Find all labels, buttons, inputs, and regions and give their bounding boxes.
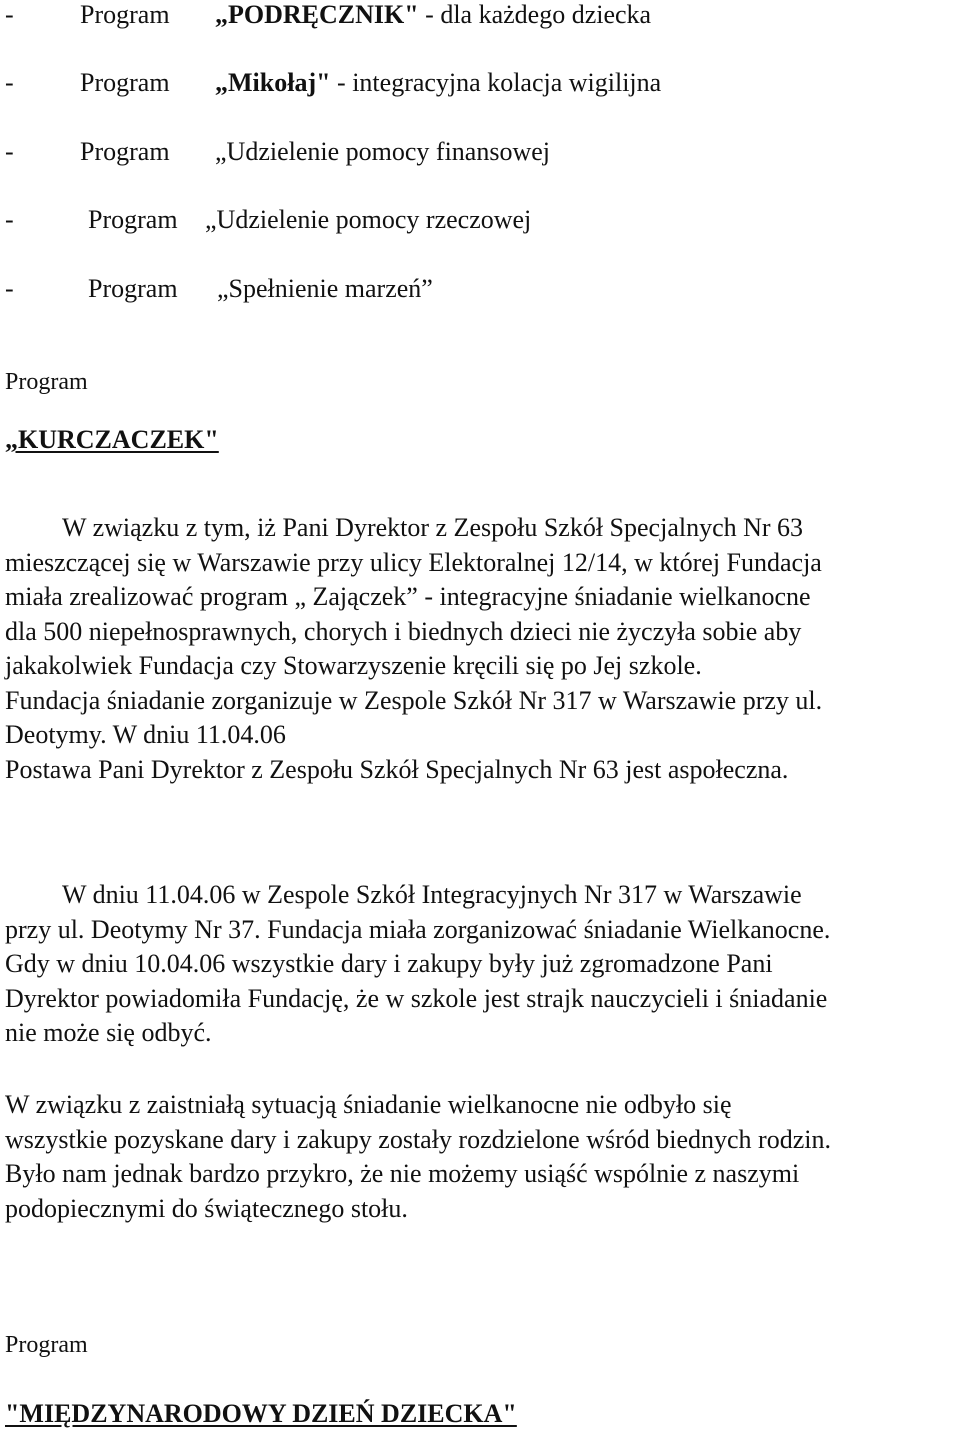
- text-line: mieszczącej się w Warszawie przy ulicy Elektoralnej 12/14, w której Fundacja: [5, 547, 822, 577]
- program-label: Program: [88, 205, 178, 234]
- section-label: Program: [5, 1332, 88, 1358]
- program-title: „PODRĘCZNIK": [215, 0, 419, 29]
- text-line: Dyrektor powiadomiła Fundację, że w szkole jest strajk nauczycieli i śniadanie: [5, 983, 828, 1013]
- program-list-item: [5, 68, 662, 98]
- program-label: Program: [80, 0, 170, 29]
- text-line: Było nam jednak bardzo przykro, że nie możemy usiąść wspólnie z naszymi: [5, 1159, 800, 1188]
- program-label: Program: [88, 274, 178, 303]
- text-line: Deotymy. W dniu 11.04.06: [5, 720, 286, 749]
- program-list-item: [5, 137, 550, 167]
- program-label: Program: [80, 137, 170, 166]
- program-label: Program: [80, 68, 170, 97]
- program-list-item: [5, 205, 532, 235]
- text-line: Gdy w dniu 10.04.06 wszystkie dary i zakupy były już zgromadzone Pani: [5, 949, 773, 978]
- section-title: „KURCZACZEK": [5, 425, 219, 454]
- text-line: podopiecznymi do świątecznego stołu.: [5, 1193, 408, 1223]
- program-title: „Mikołaj": [215, 68, 331, 97]
- list-dash: -: [5, 205, 14, 234]
- program-subtitle: - integracyjna kolacja wigilijna: [330, 68, 662, 97]
- text-line: W związku z zaistniałą sytuacją śniadanie wielkanocne nie odbyło się: [5, 1090, 732, 1119]
- section-title: "MIĘDZYNARODOWY DZIEŃ DZIECKA": [5, 1399, 517, 1428]
- text-line: miała zrealizować program „ Zajączek” - integracyjne śniadanie wielkanocne: [5, 582, 811, 611]
- list-dash: -: [5, 68, 14, 97]
- list-dash: -: [5, 137, 14, 166]
- list-dash: -: [5, 274, 14, 303]
- program-list-item: [5, 274, 433, 304]
- text-line: Fundacja śniadanie zorganizuje w Zespole Szkół Nr 317 w Warszawie przy ul.: [5, 685, 823, 715]
- text-line: jakakolwiek Fundacja czy Stowarzyszenie kręcili się po Jej szkole.: [5, 651, 702, 680]
- list-dash: -: [5, 0, 14, 29]
- paragraph: [5, 1088, 960, 1226]
- program-subtitle: - dla każdego dziecka: [418, 0, 652, 29]
- paragraph: [5, 878, 960, 1051]
- text-line: dla 500 niepełnosprawnych, chorych i biednych dzieci nie życzyła sobie aby: [5, 616, 802, 646]
- program-title: „Udzielenie pomocy rzeczowej: [205, 205, 532, 234]
- text-line: przy ul. Deotymy Nr 37. Fundacja miała zorganizować śniadanie Wielkanocne.: [5, 914, 831, 944]
- text-line: W związku z tym, iż Pani Dyrektor z Zespołu Szkół Specjalnych Nr 63: [62, 513, 804, 542]
- section-label: Program: [5, 369, 88, 395]
- program-title: „Spełnienie marzeń”: [217, 274, 433, 303]
- text-line: Postawa Pani Dyrektor z Zespołu Szkół Specjalnych Nr 63 jest aspołeczna.: [5, 754, 789, 784]
- text-line: W dniu 11.04.06 w Zespole Szkół Integracyjnych Nr 317 w Warszawie: [62, 880, 802, 909]
- program-list-item: [5, 0, 652, 30]
- program-title: „Udzielenie pomocy finansowej: [215, 137, 550, 166]
- text-line: wszystkie pozyskane dary i zakupy zostały rozdzielone wśród biednych rodzin.: [5, 1124, 831, 1154]
- paragraph: [5, 511, 960, 787]
- text-line: nie może się odbyć.: [5, 1018, 212, 1047]
